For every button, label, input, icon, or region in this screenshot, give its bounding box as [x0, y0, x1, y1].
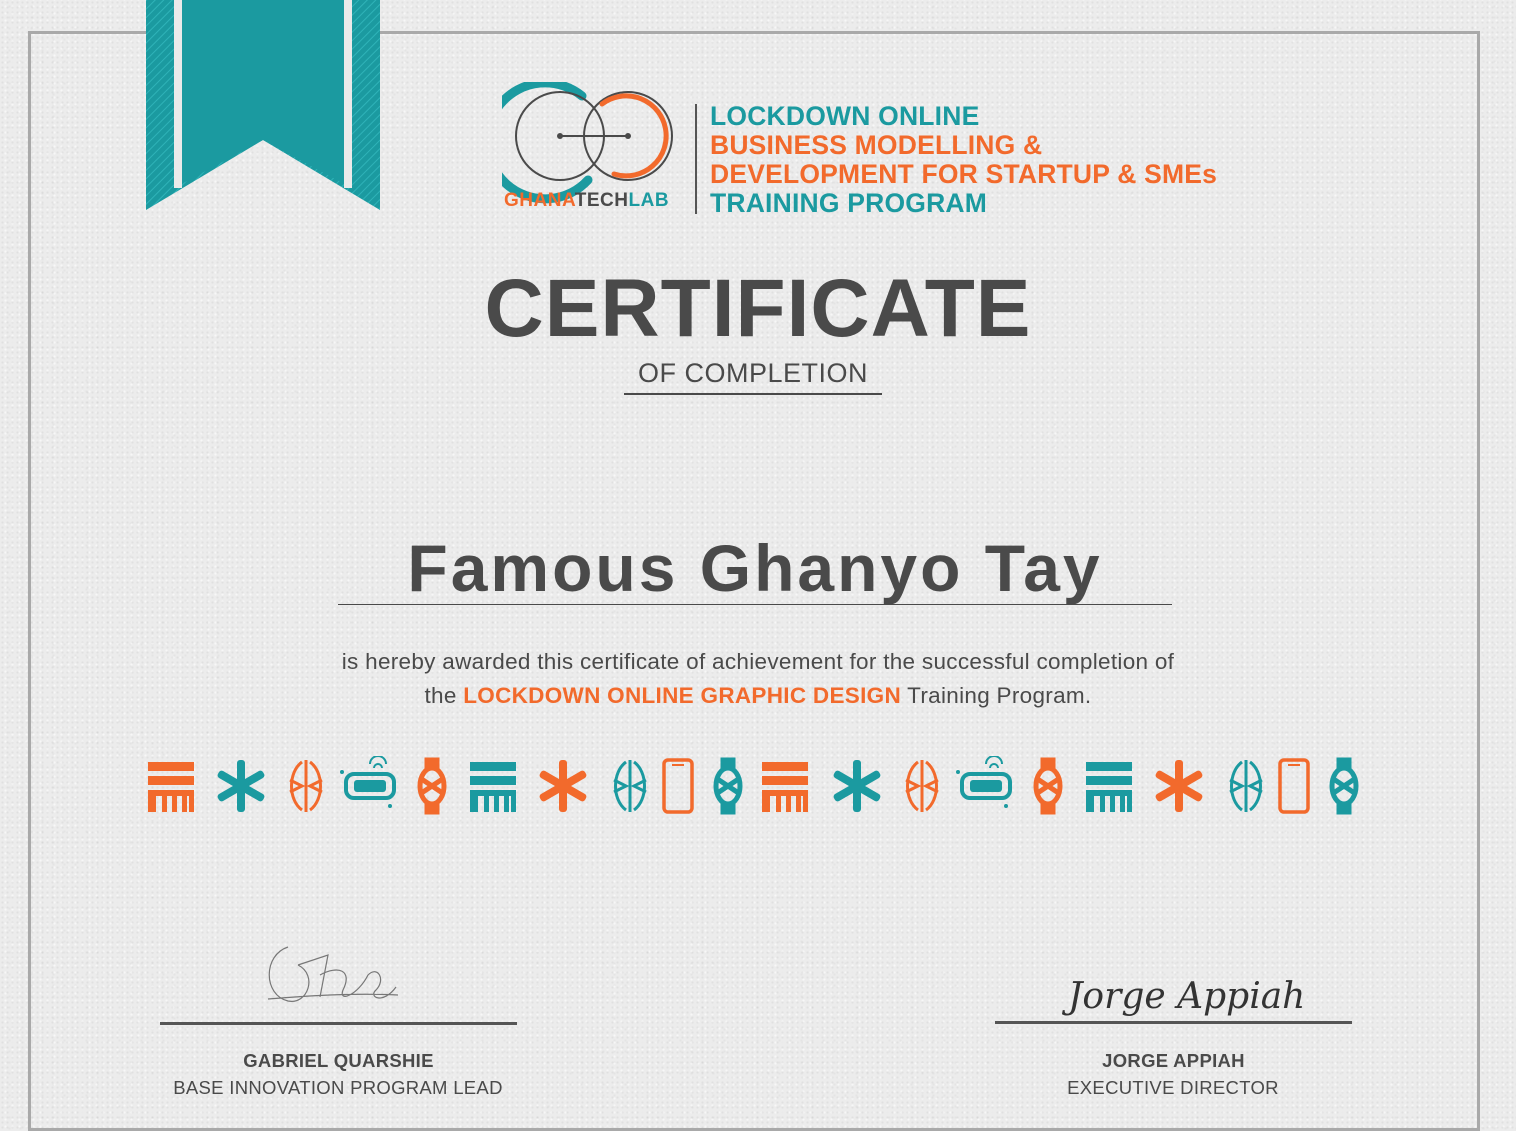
signature-line-right: [995, 1021, 1352, 1024]
certificate-title: CERTIFICATE: [484, 263, 1032, 354]
comb-icon: [470, 762, 516, 812]
phone-icon: [664, 760, 692, 812]
split-icon: [1230, 760, 1262, 812]
knot-icon: [1036, 760, 1060, 812]
program-heading-line3: DEVELOPMENT FOR STARTUP & SMEs: [710, 159, 1218, 189]
program-heading-line2: BUSINESS MODELLING &: [710, 130, 1043, 160]
symbol-row: [148, 756, 1368, 816]
vr-headset-icon: [956, 756, 1010, 808]
award-line1: is hereby awarded this certificate of achievement for the successful completion of: [341, 649, 1175, 674]
star-icon: [832, 760, 881, 812]
ribbon-bookmark-icon: [146, 0, 380, 210]
star-icon: [216, 760, 265, 812]
logo-divider: [695, 104, 697, 214]
split-icon: [906, 760, 938, 812]
phone-icon: [1280, 760, 1308, 812]
knot-icon: [420, 760, 444, 812]
comb-icon: [762, 762, 808, 812]
vr-headset-icon: [340, 756, 394, 808]
program-heading: [710, 102, 1217, 218]
comb-icon: [1086, 762, 1132, 812]
program-heading-line4: TRAINING PROGRAM: [710, 188, 988, 218]
signature-gabriel: [258, 935, 408, 1025]
logo-wordmark: GHANATECHLAB: [504, 190, 670, 211]
signatory-name-right: JORGE APPIAH: [1102, 1050, 1245, 1071]
signature-line-left: [160, 1022, 517, 1025]
award-program-name: LOCKDOWN ONLINE GRAPHIC DESIGN: [463, 683, 901, 708]
knot-icon: [1332, 760, 1356, 812]
award-line2: the LOCKDOWN ONLINE GRAPHIC DESIGN Training Program.: [424, 683, 1092, 708]
split-icon: [290, 760, 322, 812]
program-heading-line1: LOCKDOWN ONLINE: [710, 101, 980, 131]
star-icon: [1154, 760, 1203, 812]
award-statement: [0, 645, 1516, 713]
certificate-subtitle: OF COMPLETION: [624, 358, 882, 395]
signatory-role-right: EXECUTIVE DIRECTOR: [1067, 1077, 1279, 1098]
knot-icon: [716, 760, 740, 812]
recipient-name: Famous Ghanyo Tay: [338, 530, 1172, 605]
signature-jorge: Jorge Appiah: [1068, 976, 1306, 1017]
star-icon: [538, 760, 587, 812]
signatory-role-left: BASE INNOVATION PROGRAM LEAD: [173, 1077, 503, 1098]
comb-icon: [148, 762, 194, 812]
split-icon: [614, 760, 646, 812]
signatory-name-left: GABRIEL QUARSHIE: [243, 1050, 434, 1071]
